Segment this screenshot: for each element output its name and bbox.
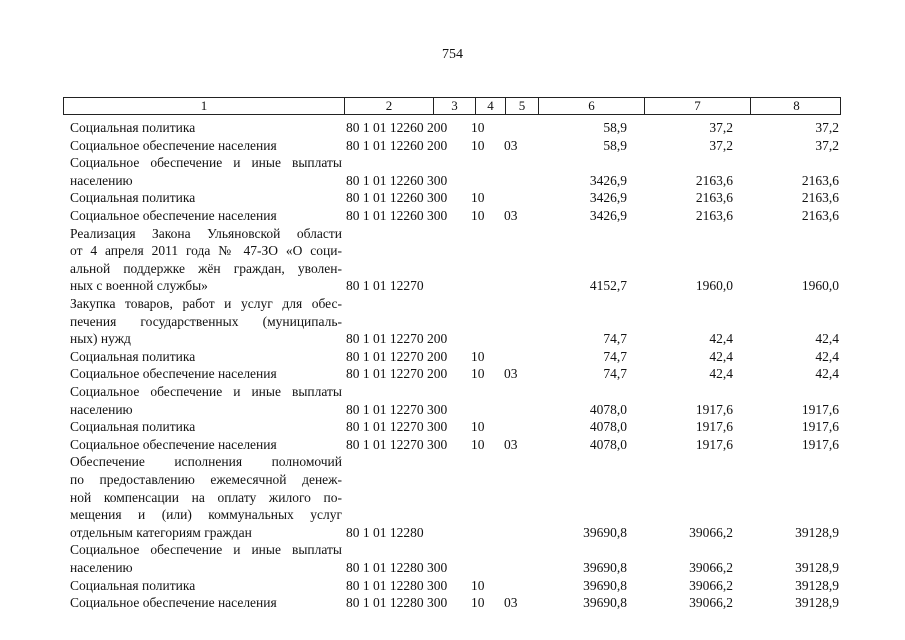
row-rz: 10 (471, 190, 485, 206)
table-row-line (0, 173, 905, 189)
table-row-line (0, 261, 905, 277)
row-name: альной поддержке жён граждан, уволен- (70, 260, 342, 276)
row-value-6: 74,7 (603, 331, 627, 347)
row-rz: 10 (471, 366, 485, 382)
row-value-8: 39128,9 (795, 595, 839, 611)
row-value-8: 1960,0 (801, 278, 839, 294)
row-value-8: 39128,9 (795, 524, 839, 540)
table-row-line (0, 296, 905, 312)
row-code: 80 1 01 12270 300 (346, 436, 448, 452)
row-value-6: 3426,9 (589, 172, 627, 188)
row-value-7: 42,4 (709, 366, 733, 382)
row-rz: 10 (471, 137, 485, 153)
row-code: 80 1 01 12270 200 (346, 348, 448, 364)
row-name: Социальная политика (70, 419, 196, 435)
row-value-8: 1917,6 (801, 401, 839, 417)
row-name: мещения и (или) коммунальных услуг (70, 507, 342, 523)
table-row-line (0, 384, 905, 400)
table-row-line (0, 366, 905, 382)
row-rz: 10 (471, 436, 485, 452)
table-row-line (0, 437, 905, 453)
row-name: ной компенсации на оплату жилого по- (70, 489, 342, 505)
row-value-7: 42,4 (709, 331, 733, 347)
table-row-line (0, 490, 905, 506)
table-header (63, 97, 841, 115)
table-row-line (0, 190, 905, 206)
row-code: 80 1 01 12280 300 (346, 595, 448, 611)
row-value-7: 37,2 (709, 120, 733, 135)
table-row-line (0, 595, 905, 611)
row-name: Социальное обеспечение населения (70, 137, 277, 153)
table-row-line (0, 278, 905, 294)
row-rz: 10 (471, 208, 485, 223)
row-value-6: 39690,8 (583, 595, 627, 611)
page-number: 754 (442, 47, 463, 62)
row-code: 80 1 01 12260 300 (346, 190, 448, 206)
row-name: Обеспечение исполнения полномочий (70, 454, 342, 470)
row-name: Социальная политика (70, 348, 196, 364)
table-row-line (0, 578, 905, 594)
row-name: Социальная политика (70, 190, 196, 206)
row-rz: 10 (471, 348, 485, 364)
header-cell-3: 3 (434, 98, 476, 114)
table-row-line (0, 314, 905, 330)
table-row-line (0, 419, 905, 435)
row-name: по предоставлению ежемесячной денеж- (70, 472, 342, 487)
row-code: 80 1 01 12260 200 (346, 120, 448, 135)
row-code: 80 1 01 12260 200 (346, 137, 448, 153)
row-value-7: 2163,6 (695, 190, 733, 206)
row-name: Закупка товаров, работ и услуг для обес- (70, 296, 342, 311)
table-row-line (0, 243, 905, 259)
row-value-7: 2163,6 (695, 208, 733, 223)
row-value-6: 39690,8 (583, 524, 627, 540)
row-value-6: 58,9 (603, 120, 627, 135)
table-row-line (0, 226, 905, 242)
table-row-line (0, 560, 905, 576)
row-name: Социальное обеспечение и иные выплаты (70, 542, 342, 558)
row-value-6: 4152,7 (589, 278, 627, 294)
row-name: Реализация Закона Ульяновской области (70, 225, 342, 241)
table-row-line (0, 331, 905, 347)
row-value-7: 42,4 (709, 348, 733, 364)
header-cell-1: 1 (64, 98, 345, 114)
row-name: населению (70, 172, 133, 188)
row-name: печения государственных (муниципаль- (70, 313, 342, 329)
row-value-7: 1960,0 (695, 278, 733, 294)
row-value-8: 2163,6 (801, 172, 839, 188)
row-value-8: 1917,6 (801, 436, 839, 452)
row-value-8: 37,2 (815, 120, 839, 135)
table-row-line (0, 454, 905, 470)
header-cell-4: 4 (476, 98, 506, 114)
row-rz: 10 (471, 595, 485, 611)
header-cell-6: 6 (539, 98, 645, 114)
row-value-8: 1917,6 (801, 419, 839, 435)
row-value-6: 4078,0 (589, 436, 627, 452)
row-name: населению (70, 560, 133, 575)
row-name: Социальное обеспечение населения (70, 595, 277, 611)
row-value-7: 39066,2 (689, 524, 733, 540)
row-value-8: 39128,9 (795, 577, 839, 593)
row-code: 80 1 01 12270 (346, 278, 424, 294)
row-code: 80 1 01 12270 200 (346, 366, 448, 382)
row-pr: 03 (504, 436, 518, 452)
table-row-line (0, 208, 905, 224)
row-code: 80 1 01 12280 300 (346, 577, 448, 593)
row-name: населению (70, 401, 133, 417)
row-name: Социальное обеспечение и иные выплаты (70, 384, 342, 399)
row-value-6: 74,7 (603, 348, 627, 364)
row-name: Социальное обеспечение населения (70, 366, 277, 382)
table-row-line (0, 138, 905, 154)
row-pr: 03 (504, 366, 518, 382)
table-row-line (0, 155, 905, 171)
row-value-7: 39066,2 (689, 595, 733, 611)
row-value-6: 39690,8 (583, 577, 627, 593)
table-row-line (0, 349, 905, 365)
header-cell-7: 7 (645, 98, 751, 114)
table-row-line (0, 472, 905, 488)
row-name: от 4 апреля 2011 года № 47-ЗО «О соци- (70, 243, 342, 259)
row-value-7: 1917,6 (695, 401, 733, 417)
row-value-7: 2163,6 (695, 172, 733, 188)
row-value-7: 1917,6 (695, 436, 733, 452)
row-value-7: 37,2 (709, 137, 733, 153)
row-value-7: 39066,2 (689, 560, 733, 575)
row-code: 80 1 01 12260 300 (346, 208, 448, 223)
row-value-8: 2163,6 (801, 190, 839, 206)
row-value-6: 39690,8 (583, 560, 627, 575)
row-pr: 03 (504, 137, 518, 153)
row-pr: 03 (504, 208, 518, 223)
row-value-6: 3426,9 (589, 208, 627, 223)
row-value-6: 4078,0 (589, 419, 627, 435)
row-name: ных с военной службы» (70, 278, 208, 294)
header-cell-8: 8 (793, 98, 800, 113)
row-name: Социальное обеспечение населения (70, 436, 277, 452)
row-value-8: 42,4 (815, 331, 839, 347)
row-value-8: 42,4 (815, 366, 839, 382)
row-name: Социальное обеспечение и иные выплаты (70, 155, 342, 171)
table-row-line (0, 525, 905, 541)
table-row-line (0, 402, 905, 418)
row-value-8: 39128,9 (795, 560, 839, 575)
row-value-8: 42,4 (815, 348, 839, 364)
header-cell-2: 2 (345, 98, 434, 114)
row-value-7: 1917,6 (695, 419, 733, 435)
row-value-7: 39066,2 (689, 577, 733, 593)
header-cell-5: 5 (506, 98, 539, 114)
row-name: отдельным категориям граждан (70, 524, 252, 540)
row-code: 80 1 01 12270 300 (346, 401, 448, 417)
row-value-6: 3426,9 (589, 190, 627, 206)
row-value-6: 4078,0 (589, 401, 627, 417)
row-name: ных) нужд (70, 331, 131, 347)
row-value-6: 58,9 (603, 137, 627, 153)
table-row-line (0, 542, 905, 558)
row-value-8: 2163,6 (801, 208, 839, 223)
row-pr: 03 (504, 595, 518, 611)
row-rz: 10 (471, 577, 485, 593)
row-name: Социальная политика (70, 577, 196, 593)
row-rz: 10 (471, 419, 485, 435)
row-code: 80 1 01 12260 300 (346, 172, 448, 188)
row-code: 80 1 01 12270 300 (346, 419, 448, 435)
row-name: Социальное обеспечение населения (70, 208, 277, 223)
row-code: 80 1 01 12280 300 (346, 560, 448, 575)
table-row-line (0, 507, 905, 523)
row-value-8: 37,2 (815, 137, 839, 153)
row-code: 80 1 01 12280 (346, 524, 424, 540)
row-code: 80 1 01 12270 200 (346, 331, 448, 347)
row-rz: 10 (471, 120, 485, 135)
row-name: Социальная политика (70, 120, 196, 135)
row-value-6: 74,7 (603, 366, 627, 382)
table-row-line (0, 120, 905, 136)
